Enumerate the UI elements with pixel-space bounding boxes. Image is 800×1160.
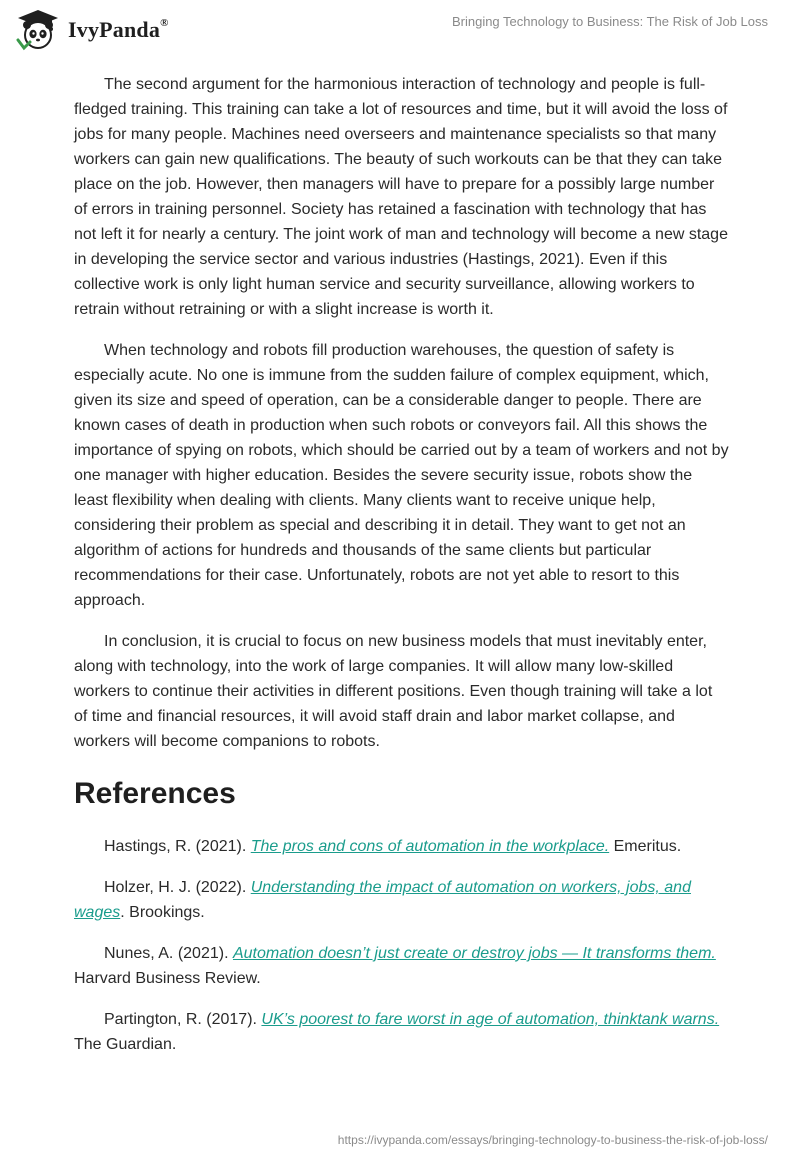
ivypanda-logo[interactable] xyxy=(14,8,169,52)
essay-body xyxy=(74,72,730,1073)
reference-link[interactable]: Understanding the impact of automation on workers, jobs, and wages xyxy=(74,879,691,921)
body-paragraph-1: The second argument for the harmonious interaction of technology and people is full-fledged training. This training can take a lot of resources and time, but it will avoid the loss of jobs for many people. Machines need overseers and maintenance specialists so that many workers can gain new qualifications. The beauty of such workouts can be that they can take place on the job. However, then managers will have to prepare for a possibly large number of errors in training personnel. Society has retained a fascination with technology that has not left it for nearly a century. The joint work of man and technology will become a new stage in developing the service sector and various industries (Hastings, 2021). Even if this collective work is only light human service and security surveillance, allowing workers to retrain without retraining or with a slight increase is worth it. xyxy=(74,76,728,318)
logo-text xyxy=(68,17,169,43)
reference-author: Partington, R. (2017). xyxy=(104,1011,262,1028)
panda-graduate-icon xyxy=(14,8,62,52)
reference-publisher: The Guardian. xyxy=(74,1036,177,1053)
page-header xyxy=(0,0,800,60)
reference-author: Nunes, A. (2021). xyxy=(104,945,233,962)
reference-publisher: . Brookings. xyxy=(120,904,205,921)
reference-publisher: Harvard Business Review. xyxy=(74,970,261,987)
document-title: Bringing Technology to Business: The Risk of Job Loss xyxy=(451,14,768,29)
body-paragraph-2: When technology and robots fill production warehouses, the question of safety is especially acute. No one is immune from the sudden failure of complex equipment, which, given its size and speed of operation, can be a considerable danger to people. There are known cases of death in production when such robots or conveyors fail. All this shows the importance of spying on robots, which should be carried out by a team of workers and not by one manager with higher education. Besides the severe security issue, robots show the least flexibility when dealing with clients. Many clients want to receive unique help, considering their problem as special and describing it in detail. They want to get not an algorithm of actions for hundreds and thousands of the same clients but particular recommendations for their case. Unfortunately, robots are not yet able to resort to this approach. xyxy=(74,342,729,609)
reference-author: Holzer, H. J. (2022). xyxy=(104,879,251,896)
footer-url: https://ivypanda.com/essays/bringing-technology-to-business-the-risk-of-job-loss/ xyxy=(337,1133,768,1147)
reference-link[interactable]: Automation doesn’t just create or destroy jobs — It transforms them. xyxy=(232,945,716,962)
reference-item-1 xyxy=(74,834,730,859)
reference-link[interactable]: The pros and cons of automation in the workplace. xyxy=(250,838,610,855)
logo-name: IvyPanda xyxy=(68,17,161,42)
reference-item-2 xyxy=(74,875,730,925)
reference-item-3 xyxy=(74,941,730,991)
reference-link[interactable]: UK’s poorest to fare worst in age of automation, thinktank warns. xyxy=(261,1011,720,1028)
references-heading: References xyxy=(74,777,236,810)
reference-item-4 xyxy=(74,1007,730,1057)
reference-publisher: Emeritus. xyxy=(609,838,682,855)
body-paragraph-3: In conclusion, it is crucial to focus on new business models that must inevitably enter, along with technology, into the work of large companies. It will allow many low-skilled workers to continue their activities in different positions. Even though training will take a lot of time and financial resources, it will avoid staff drain and labor market collapse, and workers will become companions to robots. xyxy=(74,633,713,750)
registered-mark: ® xyxy=(160,16,169,29)
reference-author: Hastings, R. (2021). xyxy=(104,838,251,855)
